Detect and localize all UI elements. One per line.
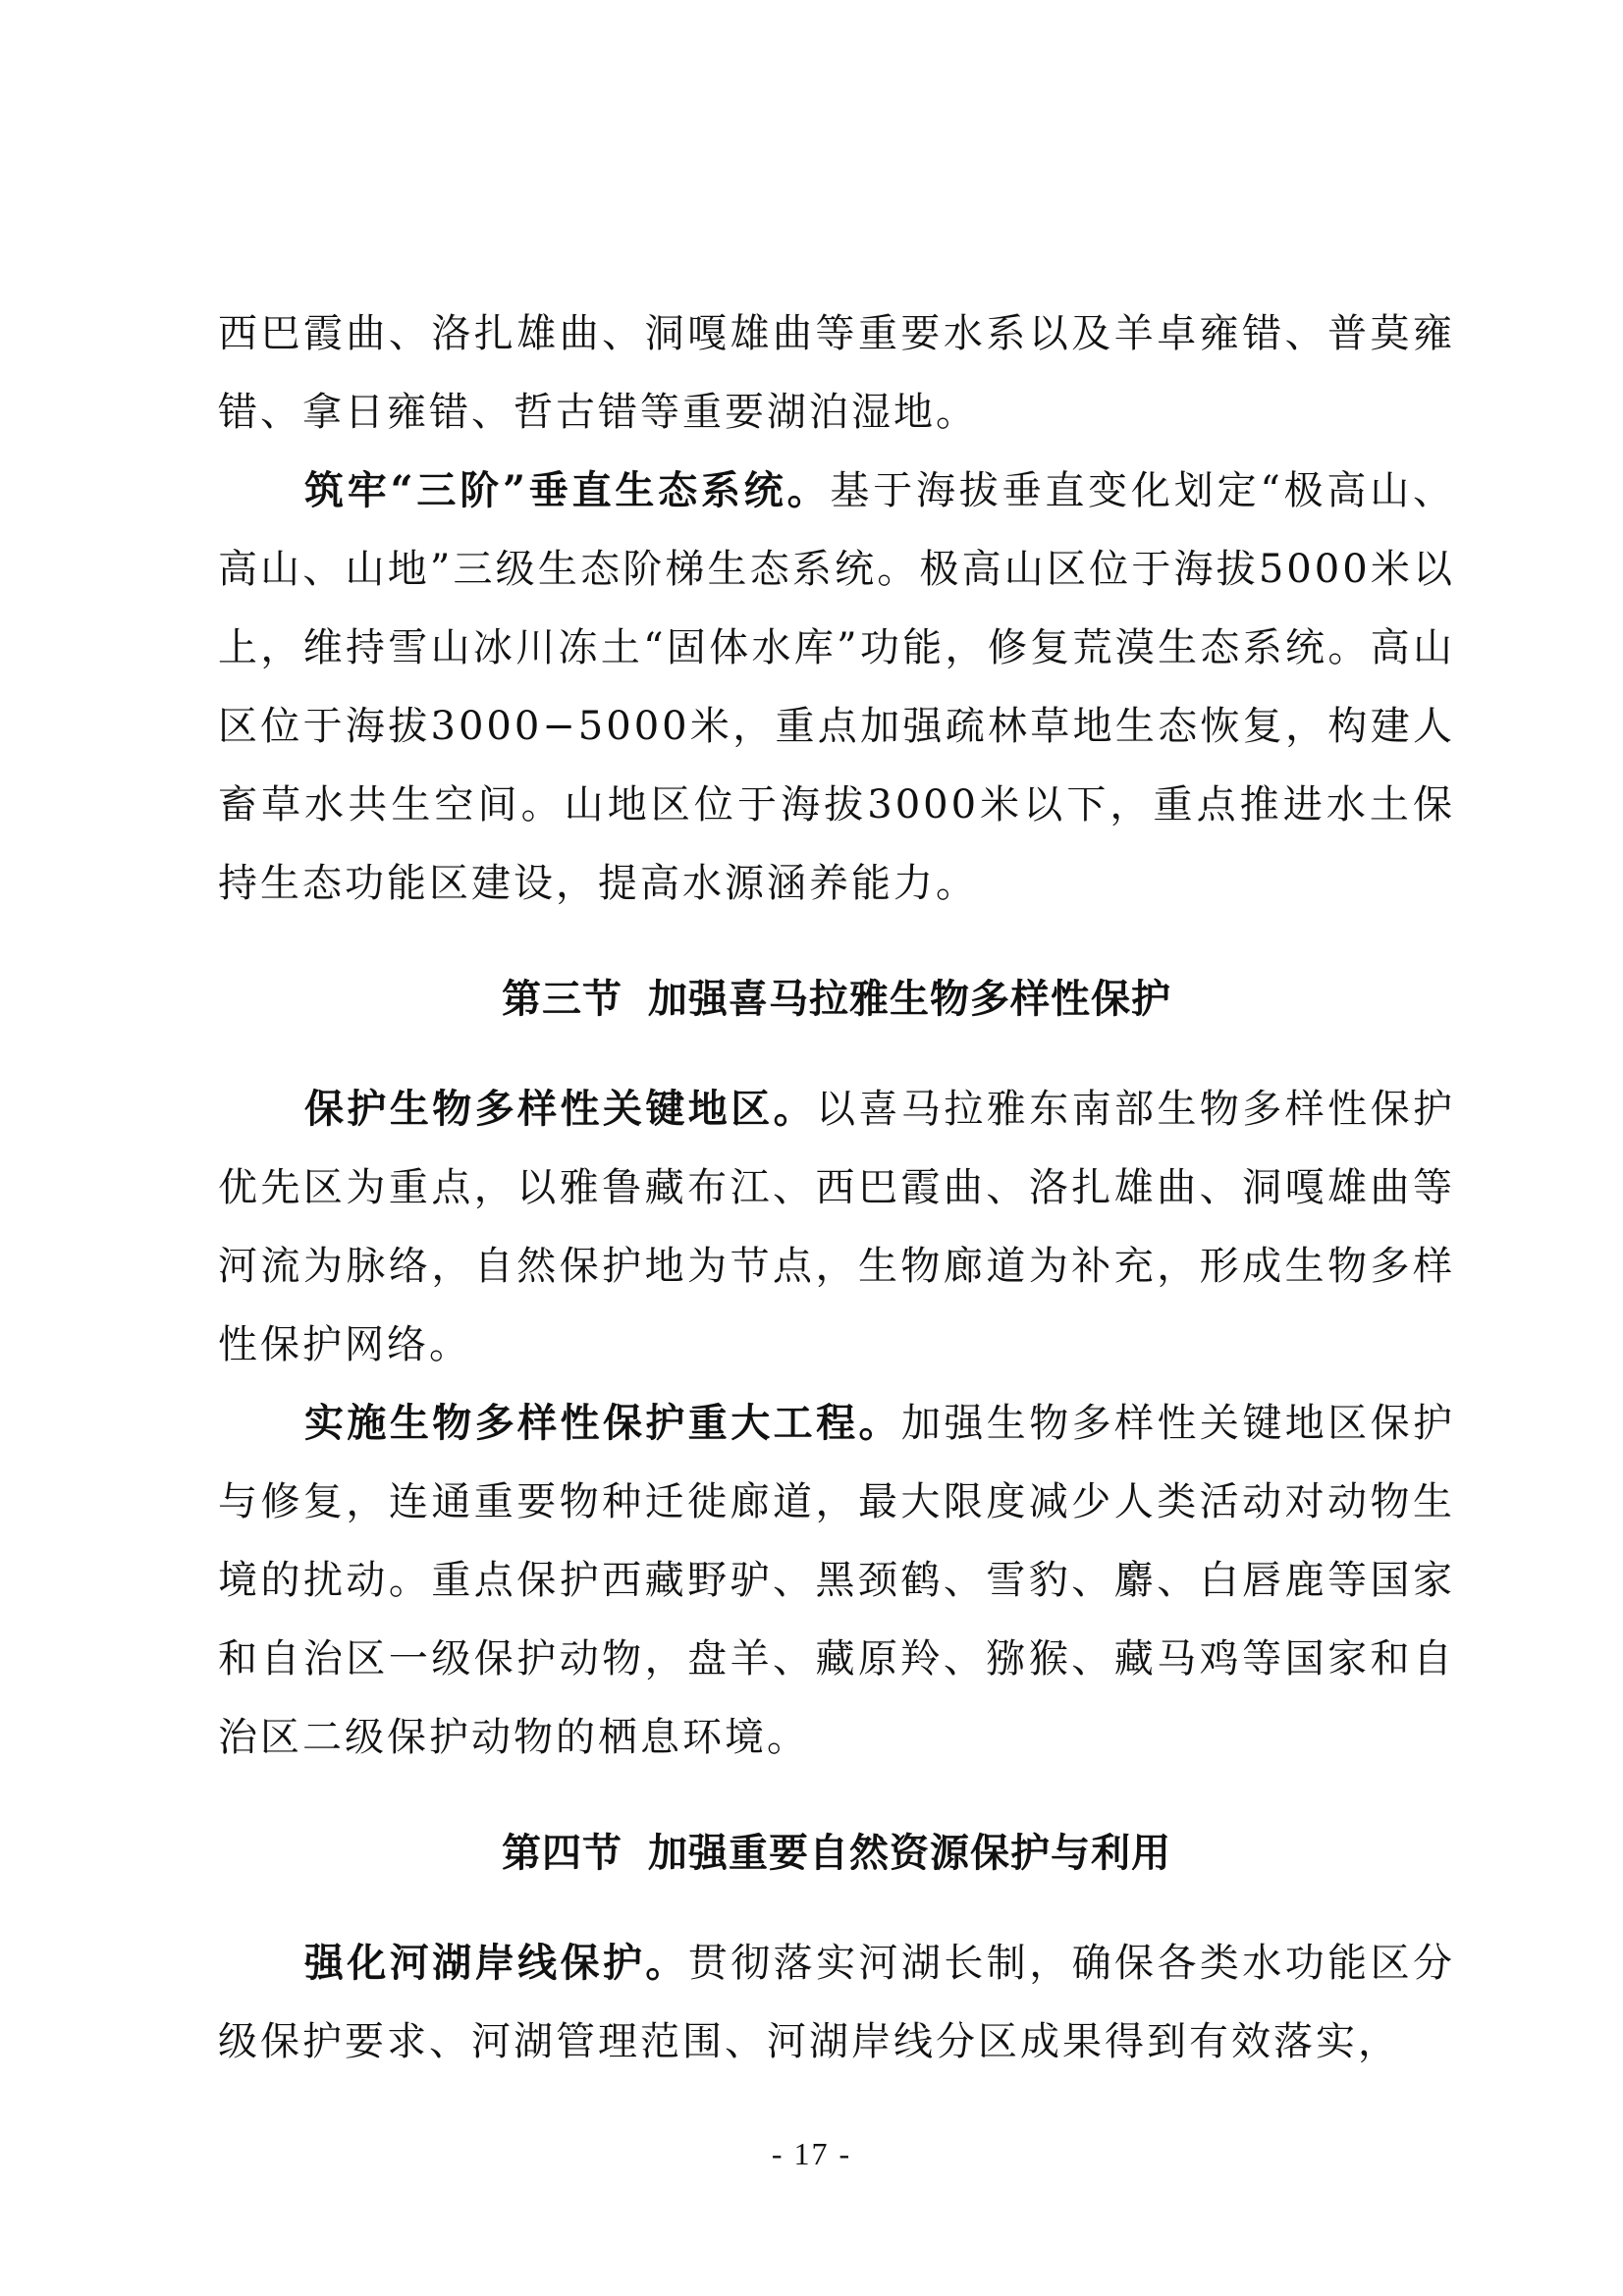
section-heading-4 — [218, 1814, 1455, 1893]
paragraph-lead: 筑牢“三阶”垂直生态系统。 — [304, 467, 831, 513]
paragraph-continuation: 西巴霞曲、洛扎雄曲、洞嘎雄曲等重要水系以及羊卓雍错、普莫雍错、拿日雍错、哲古错等重要湖泊湿地。 — [218, 311, 1455, 435]
page-content — [218, 294, 1455, 2081]
paragraph-lead: 强化河湖岸线保护。 — [304, 1940, 688, 1986]
paragraph-lead: 保护生物多样性关键地区。 — [304, 1086, 817, 1132]
paragraph-lead: 实施生物多样性保护重大工程。 — [304, 1400, 901, 1446]
section-title: 加强喜马拉雅生物多样性保护 — [648, 977, 1171, 1022]
page-number: - 17 - — [771, 2136, 852, 2171]
section-title: 加强重要自然资源保护与利用 — [648, 1831, 1171, 1876]
paragraph-body: 贯彻落实河湖长制，确保各类水功能区分级保护要求、河湖管理范围、河湖岸线分区成果得到有效落实， — [218, 1941, 1456, 2064]
section-number: 第三节 — [502, 977, 622, 1022]
paragraph-key-areas — [218, 1070, 1455, 1384]
paragraph-body: 基于海拔垂直变化划定“极高山、高山、山地”三级生态阶梯生态系统。极高山区位于海拔5000米以上，维持雪山冰川冻土“固体水库”功能，修复荒漠生态系统。高山区位于海拔3000−5000米，重点加强疏林草地生态恢复，构建人畜草水共生空间。山地区位于海拔3000米以下，重点推进水土保持生态功能区建设，提高水源涵养能力。 — [218, 468, 1456, 906]
paragraph-shoreline-protection — [218, 1924, 1455, 2081]
paragraph-major-projects — [218, 1384, 1455, 1777]
paragraph-body: 加强生物多样性关键地区保护与修复，连通重要物种迁徙廊道，最大限度减少人类活动对动物生境的扰动。重点保护西藏野驴、黑颈鹤、雪豹、麝、白唇鹿等国家和自治区一级保护动物，盘羊、藏原羚、猕猴、藏马鸡等国家和自治区二级保护动物的栖息环境。 — [218, 1401, 1456, 1760]
section-heading-3 — [218, 960, 1455, 1039]
paragraph-body: 以喜马拉雅东南部生物多样性保护优先区为重点，以雅鲁藏布江、西巴霞曲、洛扎雄曲、洞嘎雄曲等河流为脉络，自然保护地为节点，生物廊道为补充，形成生物多样性保护网络。 — [218, 1087, 1456, 1367]
section-number: 第四节 — [502, 1831, 622, 1876]
paragraph-vertical-ecosystem — [218, 452, 1455, 923]
